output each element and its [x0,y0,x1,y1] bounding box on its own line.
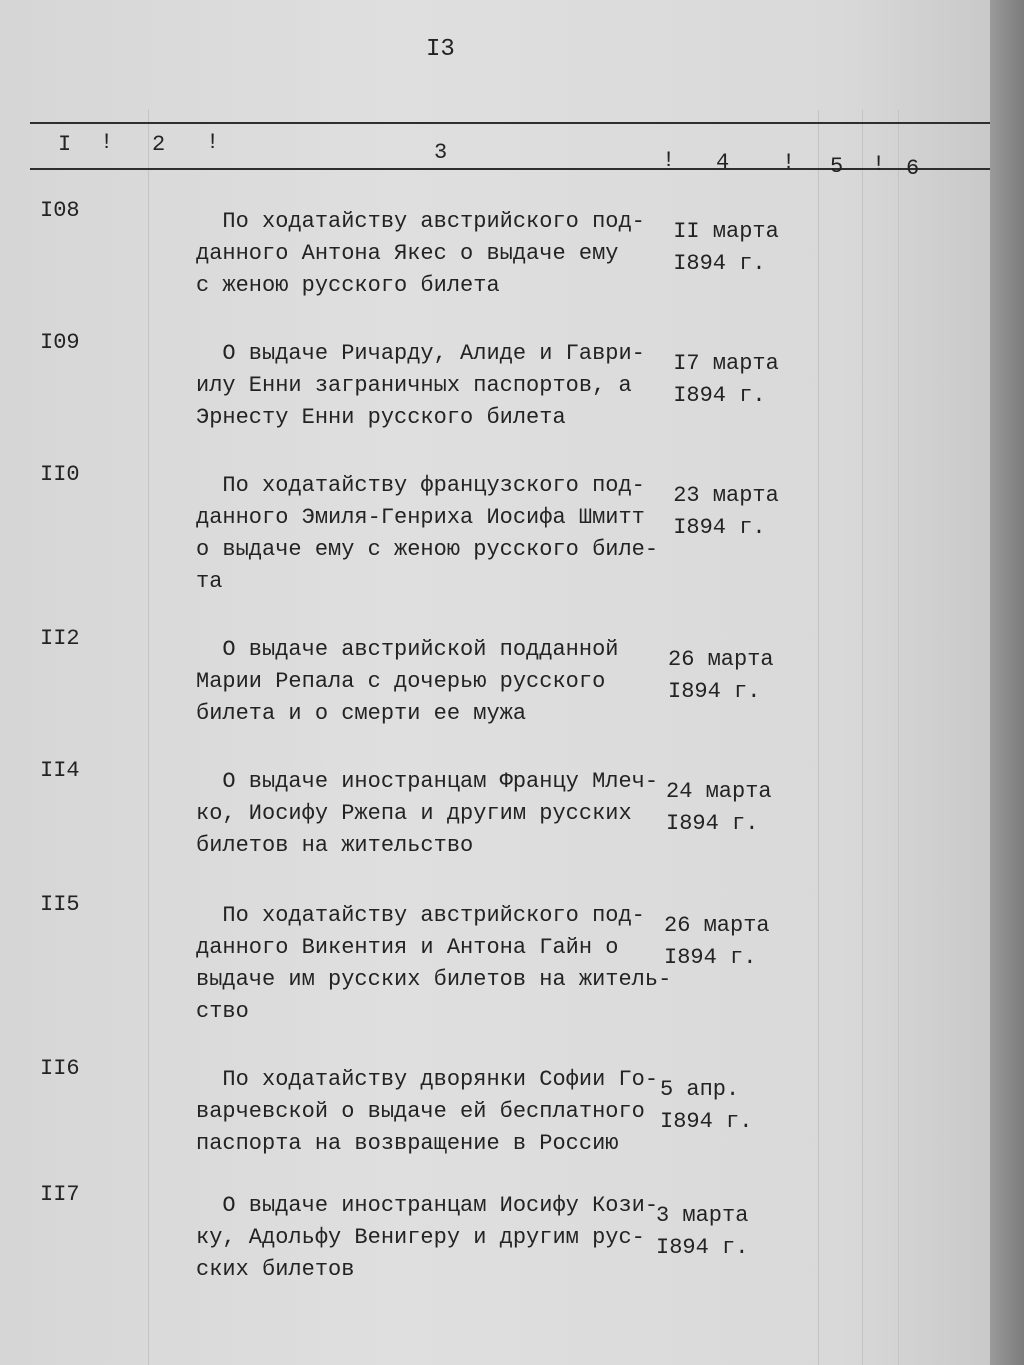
header-top-rule [30,122,990,124]
header-col-6: 6 [906,156,920,181]
header-separator: ! [662,148,676,173]
header-separator: ! [872,152,886,177]
entry-date: II марта I894 г. [660,219,779,276]
header-separator: ! [100,130,114,155]
entry-date: 23 марта I894 г. [660,483,779,540]
entry-description: О выдаче иностранцам Иосифу Кози- ку, Адольфу Венигеру и другим рус- ских билетов [196,1193,659,1282]
entry-date: 24 марта I894 г. [666,779,772,836]
entry-description: О выдаче австрийской подданной Марии Репала с дочерью русского билета и о смерти ее мужа [196,637,619,726]
entry-number: II7 [40,1182,80,1207]
entry-date: 3 марта I894 г. [656,1203,749,1260]
column-rule [148,110,149,1365]
header-col-5: 5 [830,154,844,179]
header-col-1: I [58,132,72,157]
header-separator: ! [206,130,220,155]
page-edge-shadow [990,0,1024,1365]
header-bottom-rule [30,168,990,170]
entry-description: По ходатайству австрийского под- данного Викентия и Антона Гайн о выдаче им русских билетов на житель- ство [196,903,672,1024]
entry-date: 5 апр. I894 г. [660,1077,753,1134]
entry-description: По ходатайству французского под- данного Эмиля-Генриха Иосифа Шмитт о выдаче ему с женою русского биле- та [196,473,659,594]
entry-number: II2 [40,626,80,651]
column-rule [898,110,899,1365]
entry-description: О выдаче Ричарду, Алиде и Гаври- илу Енни заграничных паспортов, а Эрнесту Енни русского билета [196,341,645,430]
column-rule [818,110,819,1365]
header-col-4: 4 [716,150,730,175]
entry-description: По ходатайству австрийского под- данного Антона Якес о выдаче ему с женою русского билета [196,209,645,298]
entry-number: II4 [40,758,80,783]
entry-date: 26 марта I894 г. [664,913,770,970]
entry-description: О выдаче иностранцам Францу Млеч- ко, Иосифу Ржепа и другим русских билетов на жительство [196,769,659,858]
entry-number: II5 [40,892,80,917]
entry-number: I09 [40,330,80,355]
entry-date: 26 марта I894 г. [668,647,774,704]
column-rule [862,110,863,1365]
entry-number: II6 [40,1056,80,1081]
entry-date: I7 марта I894 г. [660,351,779,408]
page-number: I3 [426,36,455,63]
header-col-2: 2 [152,132,166,157]
entry-number: II0 [40,462,80,487]
entry-number: I08 [40,198,80,223]
entry-description: По ходатайству дворянки Софии Го- варчевской о выдаче ей бесплатного паспорта на возвращение в Россию [196,1067,659,1156]
header-col-3: 3 [434,140,448,165]
header-separator: ! [782,150,796,175]
